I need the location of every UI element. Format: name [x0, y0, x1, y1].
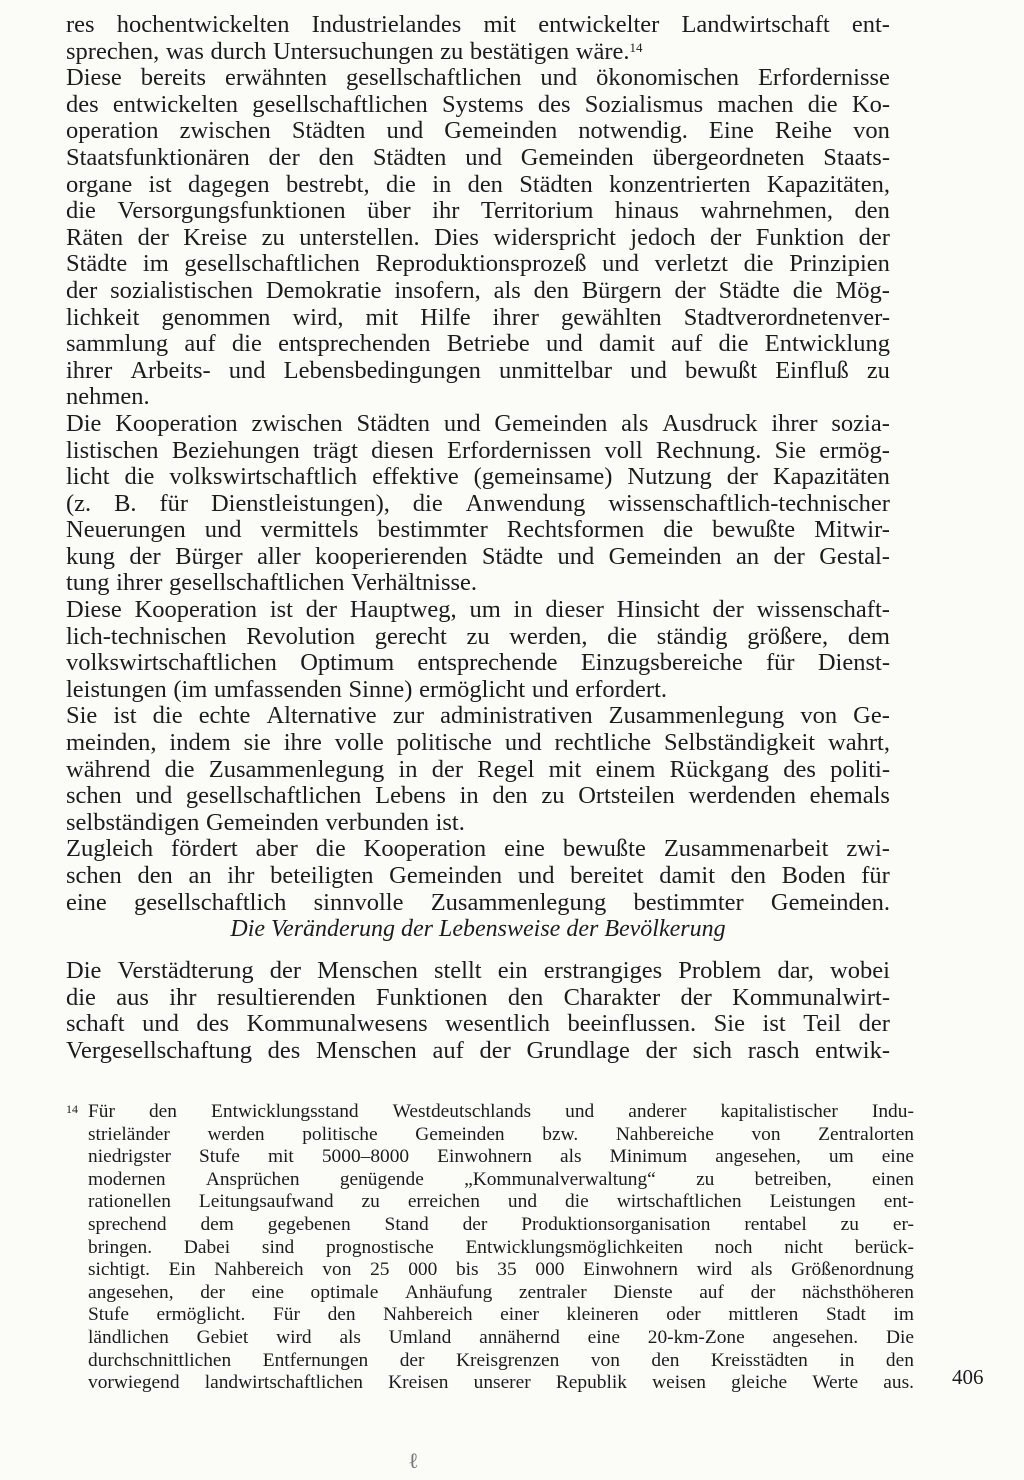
- body-line: (z. B. für Dienstleistungen), die Anwendung wissenschaftlich-technischer: [66, 489, 890, 517]
- body-line: listischen Beziehungen trägt diesen Erfordernissen voll Rechnung. Sie ermög-: [66, 436, 890, 464]
- body-line: Staatsfunktionären der den Städten und Gemeinden übergeordneten Staats-: [66, 143, 890, 171]
- footnote-line: vorwiegend landwirtschaftlichen Kreisen unserer Republik weisen gleiche Werte aus.: [88, 1372, 914, 1394]
- section-text: [66, 958, 890, 1064]
- body-line: Zugleich fördert aber die Kooperation eine bewußte Zusammenarbeit zwi-: [66, 835, 890, 863]
- footnote-line: strieländer werden politische Gemeinden bzw. Nahbereiche von Zentralorten: [88, 1123, 914, 1145]
- body-line: res hochentwickelten Industrielandes mit entwickelter Landwirtschaft ent-: [66, 11, 890, 38]
- body-line: meinden, indem sie ihre volle politische und rechtliche Selbständigkeit wahrt,: [66, 729, 890, 757]
- body-line: des entwickelten gesellschaftlichen Systems des Sozialismus machen die Ko-: [66, 90, 890, 118]
- body-line: tung ihrer gesellschaftlichen Verhältnisse.: [66, 569, 478, 597]
- section-line: Die Verstädterung der Menschen stellt ein erstrangiges Problem dar, wobei: [66, 957, 890, 984]
- footnote-text: [88, 1101, 914, 1395]
- page-number: 406: [952, 1365, 984, 1389]
- body-line: sammlung auf die entsprechenden Betriebe und damit auf die Entwicklung: [66, 330, 890, 358]
- body-line: schen den an ihr beteiligten Gemeinden und bereitet damit den Boden für: [66, 862, 890, 889]
- footnote-marker: 14: [66, 1102, 78, 1116]
- body-line: lich-technischen Revolution gerecht zu werden, die ständig größere, dem: [66, 622, 890, 650]
- footnote-line: modernen Ansprüchen genügende „Kommunalverwaltung“ zu betreiben, einen: [88, 1168, 914, 1190]
- footnote-line: sichtigt. Ein Nahbereich von 25 000 bis 35 000 Einwohnern wird als Größenordnung: [88, 1259, 914, 1281]
- body-line: eine gesellschaftlich sinnvolle Zusammenlegung bestimmter Gemeinden.: [66, 888, 890, 916]
- footnote-line: bringen. Dabei sind prognostische Entwicklungsmöglichkeiten noch nicht berück-: [88, 1236, 914, 1258]
- footnote-line: niedrigster Stufe mit 5000–8000 Einwohnern als Minimum angesehen, um eine: [88, 1146, 914, 1168]
- section-heading: Die Veränderung der Lebensweise der Bevölkerung: [230, 916, 726, 942]
- body-line: Räten der Kreise zu unterstellen. Dies widerspricht jedoch der Funktion der: [66, 223, 890, 251]
- section-line: Vergesellschaftung des Menschen auf der Grundlage der sich rasch entwik-: [66, 1036, 890, 1064]
- body-line: ihrer Arbeits- und Lebensbedingungen unmittelbar und bewußt Einfluß zu: [66, 356, 890, 384]
- body-line: sprechen, was durch Untersuchungen zu bestätigen wäre.$^{14}$: [66, 37, 643, 65]
- body-line: Städte im gesellschaftlichen Reproduktionsprozeß und verletzt die Prinzipien: [66, 250, 890, 278]
- footnote-line: angesehen, der eine optimale Anhäufung zentraler Dienste auf der nächsthöheren: [88, 1281, 914, 1303]
- footnote-line: rationellen Leitungsaufwand zu erreichen und die wirtschaftlichen Leistungen ent-: [88, 1191, 914, 1213]
- footnote-line: Für den Entwicklungsstand Westdeutschlands und anderer kapitalistischer Indu-: [88, 1101, 914, 1122]
- body-line: kung der Bürger aller kooperierenden Städte und Gemeinden an der Gestal-: [66, 542, 890, 570]
- body-line: während die Zusammenlegung in der Regel mit einem Rückgang des politi-: [66, 755, 890, 783]
- footnote-line: Stufe ermöglicht. Für den Nahbereich einer kleineren oder mittleren Stadt im: [88, 1304, 914, 1326]
- body-line: der sozialistischen Demokratie insofern, als den Bürgern der Städte die Mög-: [66, 276, 890, 304]
- section-line: die aus ihr resultierenden Funktionen den Charakter der Kommunalwirt-: [66, 983, 890, 1011]
- body-line: Neuerungen und vermittels bestimmter Rechtsformen die bewußte Mitwir-: [66, 516, 890, 544]
- scan-mark: ℓ: [408, 1448, 419, 1473]
- body-line: Sie ist die echte Alternative zur administrativen Zusammenlegung von Ge-: [66, 702, 890, 730]
- section-line: schaft und des Kommunalwesens wesentlich beeinflussen. Sie ist Teil der: [66, 1010, 890, 1038]
- body-line: licht die volkswirtschaftlich effektive (gemeinsame) Nutzung der Kapazitäten: [66, 463, 890, 491]
- body-line: operation zwischen Städten und Gemeinden notwendig. Eine Reihe von: [66, 117, 890, 145]
- body-text: [66, 12, 890, 916]
- body-line: schen und gesellschaftlichen Lebens in den zu Ortsteilen werdenden ehemals: [66, 782, 890, 810]
- body-line: organe ist dagegen bestrebt, die in den Städten konzentrierten Kapazitäten,: [66, 170, 890, 198]
- body-line: selbständigen Gemeinden verbunden ist.: [66, 808, 465, 836]
- body-line: Diese Kooperation ist der Hauptweg, um in dieser Hinsicht der wissenschaft-: [66, 596, 890, 624]
- body-line: leistungen (im umfassenden Sinne) ermöglicht und erfordert.: [66, 675, 668, 703]
- body-line: Diese bereits erwähnten gesellschaftlichen und ökonomischen Erfordernisse: [66, 64, 890, 92]
- footnote-reference: 14: [629, 39, 643, 55]
- footnote-line: sprechend dem gegebenen Stand der Produktionsorganisation rentabel zu er-: [88, 1213, 914, 1235]
- body-line: nehmen.: [66, 383, 150, 411]
- body-line: Die Kooperation zwischen Städten und Gemeinden als Ausdruck ihrer sozia-: [66, 409, 890, 437]
- body-line: lichkeit genommen wird, mit Hilfe ihrer gewählten Stadtverordnetenver-: [66, 303, 890, 331]
- body-line: volkswirtschaftlichen Optimum entsprechende Einzugsbereiche für Dienst-: [66, 649, 890, 677]
- body-line: die Versorgungsfunktionen über ihr Territorium hinaus wahrnehmen, den: [66, 197, 890, 225]
- footnote-line: durchschnittlichen Entfernungen der Kreisgrenzen von den Kreisstädten in den: [88, 1349, 914, 1371]
- footnote-line: ländlichen Gebiet wird als Umland annähernd eine 20-km-Zone angesehen. Die: [88, 1326, 914, 1348]
